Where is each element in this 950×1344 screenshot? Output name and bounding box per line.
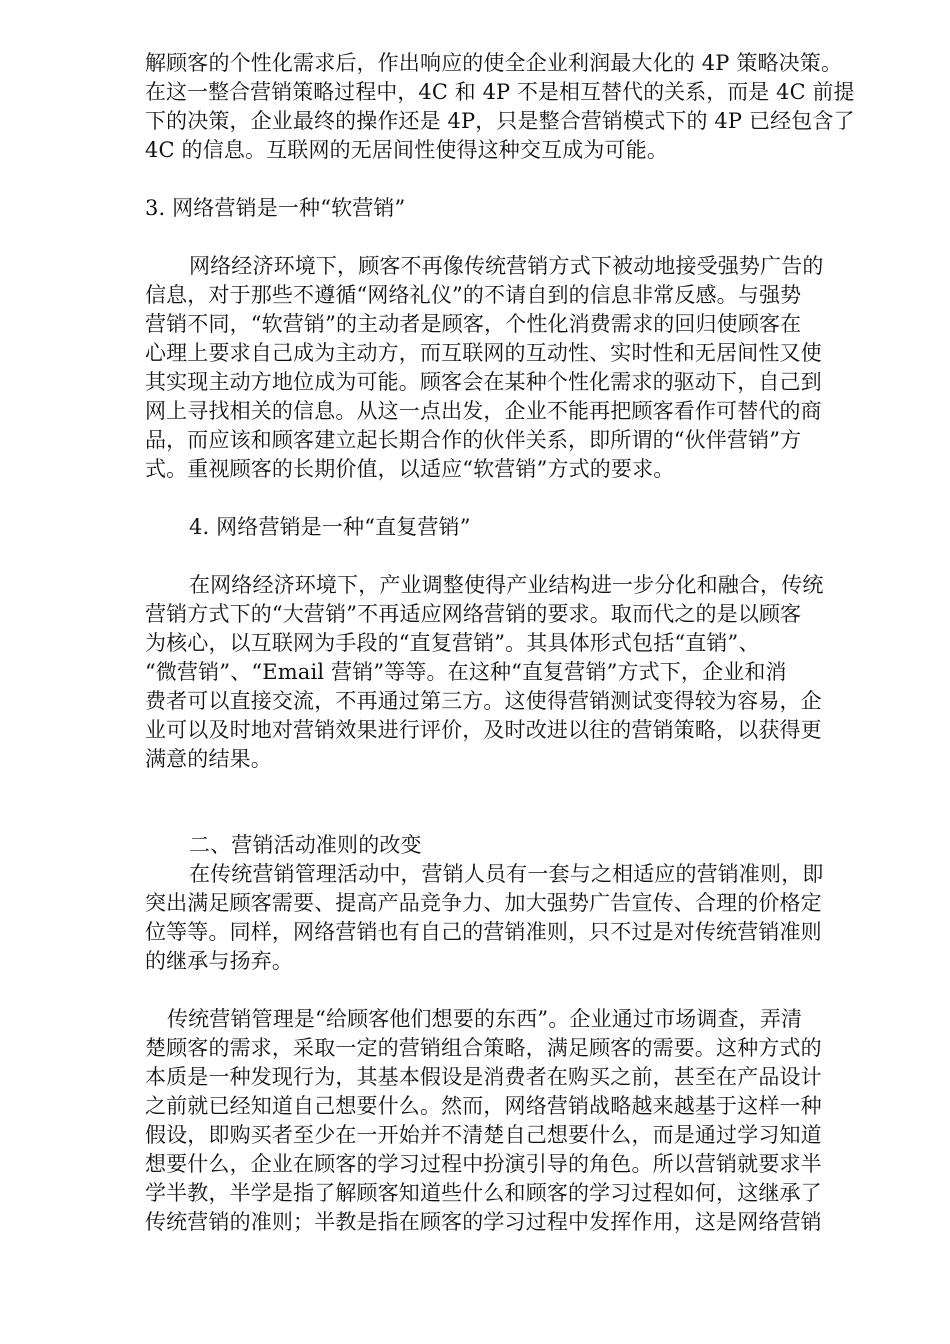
text-line: 下的决策，企业最终的操作还是 4P，只是整合营销模式下的 4P 已经包含了 xyxy=(145,109,855,133)
text-line: 心理上要求自己成为主动方，而互联网的互动性、实时性和无居间性又使 xyxy=(145,341,822,365)
text-line: 营销不同，“软营销”的主动者是顾客，个性化消费需求的回归使顾客在 xyxy=(145,312,802,336)
text-line: 学半教，半学是指了解顾客知道些什么和顾客的学习过程如何，这继承了 xyxy=(145,1181,822,1205)
text-line: 其实现主动方地位成为可能。顾客会在某种个性化需求的驱动下，自己到 xyxy=(145,370,822,394)
text-line: 网上寻找相关的信息。从这一点出发，企业不能再把顾客看作可替代的商 xyxy=(145,399,822,423)
text-line: 信息，对于那些不遵循“网络礼仪”的不请自到的信息非常反感。与强势 xyxy=(145,283,802,307)
text-line: 式。重视顾客的长期价值，以适应“软营销”方式的要求。 xyxy=(145,457,675,481)
text-line: 二、营销活动准则的改变 xyxy=(189,833,422,857)
text-line: 假设，即购买者至少在一开始并不清楚自己想要什么，而是通过学习知道 xyxy=(145,1123,822,1147)
text-line: 营销方式下的“大营销”不再适应网络营销的要求。取而代之的是以顾客 xyxy=(145,602,802,626)
text-line: “微营销”、“Email 营销”等等。在这种“直复营销”方式下，企业和消 xyxy=(145,660,787,684)
text-line: 4C 的信息。互联网的无居间性使得这种交互成为可能。 xyxy=(145,138,669,162)
text-line: 突出满足顾客需要、提高产品竞争力、加大强势广告宣传、合理的价格定 xyxy=(145,891,822,915)
text-line: 在这一整合营销策略过程中，4C 和 4P 不是相互替代的关系，而是 4C 前提 xyxy=(145,80,855,104)
text-line: 位等等。同样，网络营销也有自己的营销准则，只不过是对传统营销准则 xyxy=(145,920,822,944)
text-line: 想要什么，企业在顾客的学习过程中扮演引导的角色。所以营销就要求半 xyxy=(145,1152,822,1176)
text-line: 满意的结果。 xyxy=(145,747,272,771)
text-line: 的继承与扬弃。 xyxy=(145,949,294,973)
text-line: 楚顾客的需求，采取一定的营销组合策略，满足顾客的需要。这种方式的 xyxy=(145,1036,822,1060)
text-line: 网络经济环境下，顾客不再像传统营销方式下被动地接受强势广告的 xyxy=(189,254,824,278)
text-line: 之前就已经知道自己想要什么。然而，网络营销战略越来越基于这样一种 xyxy=(145,1094,822,1118)
text-line: 费者可以直接交流，不再通过第三方。这使得营销测试变得较为容易，企 xyxy=(145,689,822,713)
text-line: 传统营销的准则；半教是指在顾客的学习过程中发挥作用，这是网络营销 xyxy=(145,1210,822,1234)
text-line: 本质是一种发现行为，其基本假设是消费者在购买之前，甚至在产品设计 xyxy=(145,1065,822,1089)
text-line: 为核心，以互联网为手段的“直复营销”。其具体形式包括“直销”、 xyxy=(145,631,760,655)
text-line: 业可以及时地对营销效果进行评价，及时改进以往的营销策略，以获得更 xyxy=(145,718,822,742)
text-line: 品，而应该和顾客建立起长期合作的伙伴关系，即所谓的“伙伴营销”方 xyxy=(145,428,802,452)
text-line: 在传统营销管理活动中，营销人员有一套与之相适应的营销准则，即 xyxy=(189,862,824,886)
text-line: 解顾客的个性化需求后，作出响应的使全企业利润最大化的 4P 策略决策。 xyxy=(145,51,843,75)
text-line: 3. 网络营销是一种“软营销” xyxy=(145,196,406,220)
text-line: 在网络经济环境下，产业调整使得产业结构进一步分化和融合，传统 xyxy=(189,573,824,597)
text-line: 4. 网络营销是一种“直复营销” xyxy=(189,515,471,539)
text-line: 传统营销管理是“给顾客他们想要的东西”。企业通过市场调查，弄清 xyxy=(167,1007,803,1031)
